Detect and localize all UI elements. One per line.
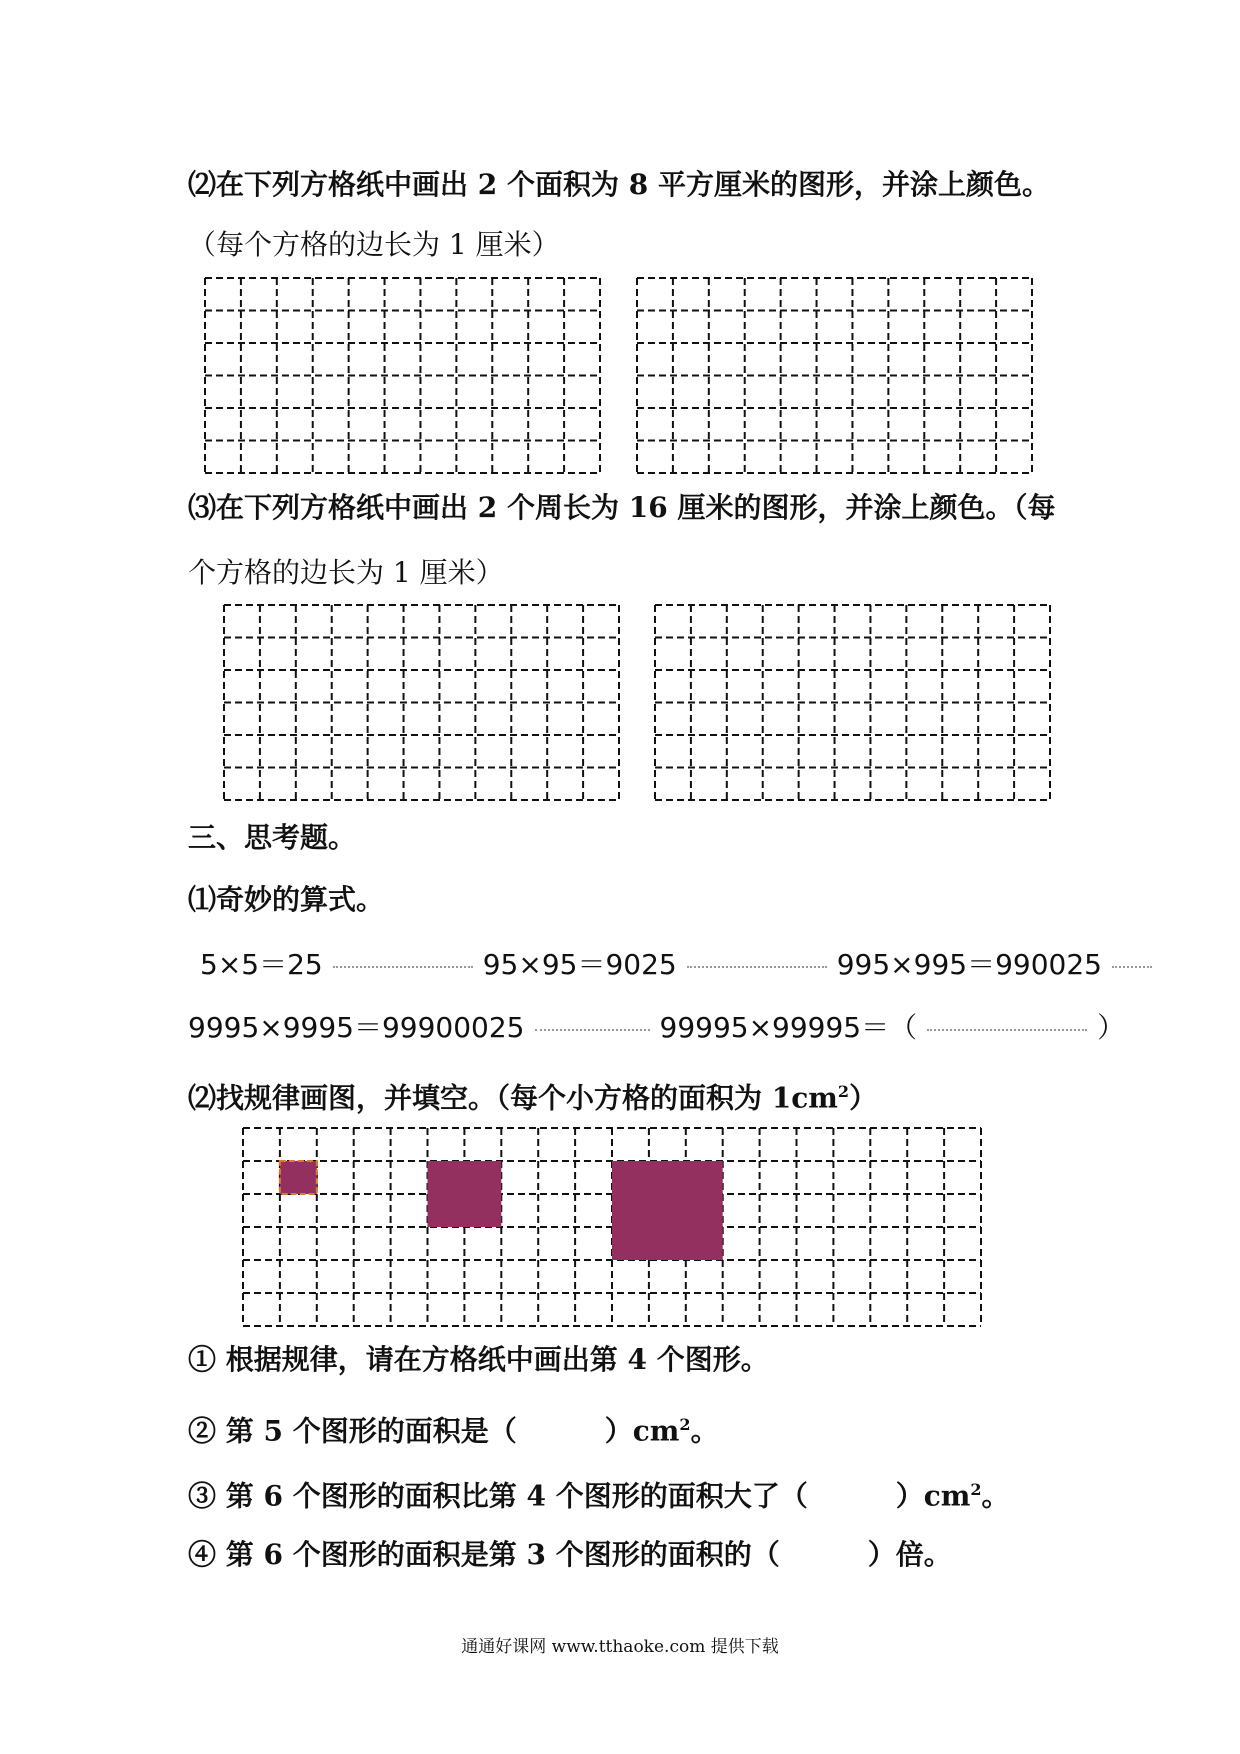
pattern-shape-2 (428, 1161, 502, 1227)
q3-grid-left[interactable] (224, 605, 619, 800)
p1-title: ⑴奇妙的算式。 (188, 883, 385, 916)
grid-lines (205, 278, 600, 473)
section3-title: 三、思考题。 (188, 821, 357, 854)
p2-q2: ② 第 5 个图形的面积是（ ）$cm^2$。 (188, 1414, 719, 1448)
p2-q1: ① 根据规律，请在方格纸中画出第 4 个图形。 (188, 1343, 769, 1376)
grid-lines (224, 605, 619, 800)
grid-lines (655, 605, 1050, 800)
eq2: 95×95＝9025 (482, 948, 677, 981)
eq-row-2 (188, 1008, 1125, 1048)
q2-line1: ⑵在下列方格纸中画出 2 个面积为 8 平方厘米的图形，并涂上颜色。 (188, 168, 1050, 201)
footer: 通通好课网 www.tthaoke.com 提供下载 (461, 1637, 779, 1657)
p2-title: ⑵找规律画图，并填空。（每个小方格的面积为 $1cm^2$） (188, 1081, 878, 1115)
q3-line2: 个方格的边长为 1 厘米） (188, 556, 504, 589)
pattern-shape-1 (280, 1161, 317, 1194)
q3-grid-right[interactable] (655, 605, 1050, 800)
q3-line1: ⑶在下列方格纸中画出 2 个周长为 16 厘米的图形，并涂上颜色。（每 (188, 491, 1056, 524)
pattern-grid[interactable] (243, 1128, 981, 1326)
eq1: 5×5＝25 (200, 948, 323, 981)
eq5-left: 99995×99995＝（ (659, 1011, 918, 1044)
eq-row-1 (200, 945, 1162, 985)
eq4: 9995×9995＝99900025 (188, 1011, 525, 1044)
eq5-right: ） (1097, 1011, 1126, 1044)
eq5-answer-blank[interactable] (927, 1029, 1087, 1031)
p2-q3: ③ 第 6 个图形的面积比第 4 个图形的面积大了（ ）$cm^2$。 (188, 1479, 1010, 1513)
q2-grid-left[interactable] (205, 278, 600, 473)
q2-line2: （每个方格的边长为 1 厘米） (188, 228, 560, 261)
eq3: 995×995＝990025 (836, 948, 1102, 981)
q2-grid-right[interactable] (637, 278, 1032, 473)
p2-q4: ④ 第 6 个图形的面积是第 3 个图形的面积的（ ）倍。 (188, 1538, 952, 1571)
pattern-shape-3 (612, 1161, 723, 1260)
grid-lines (637, 278, 1032, 473)
